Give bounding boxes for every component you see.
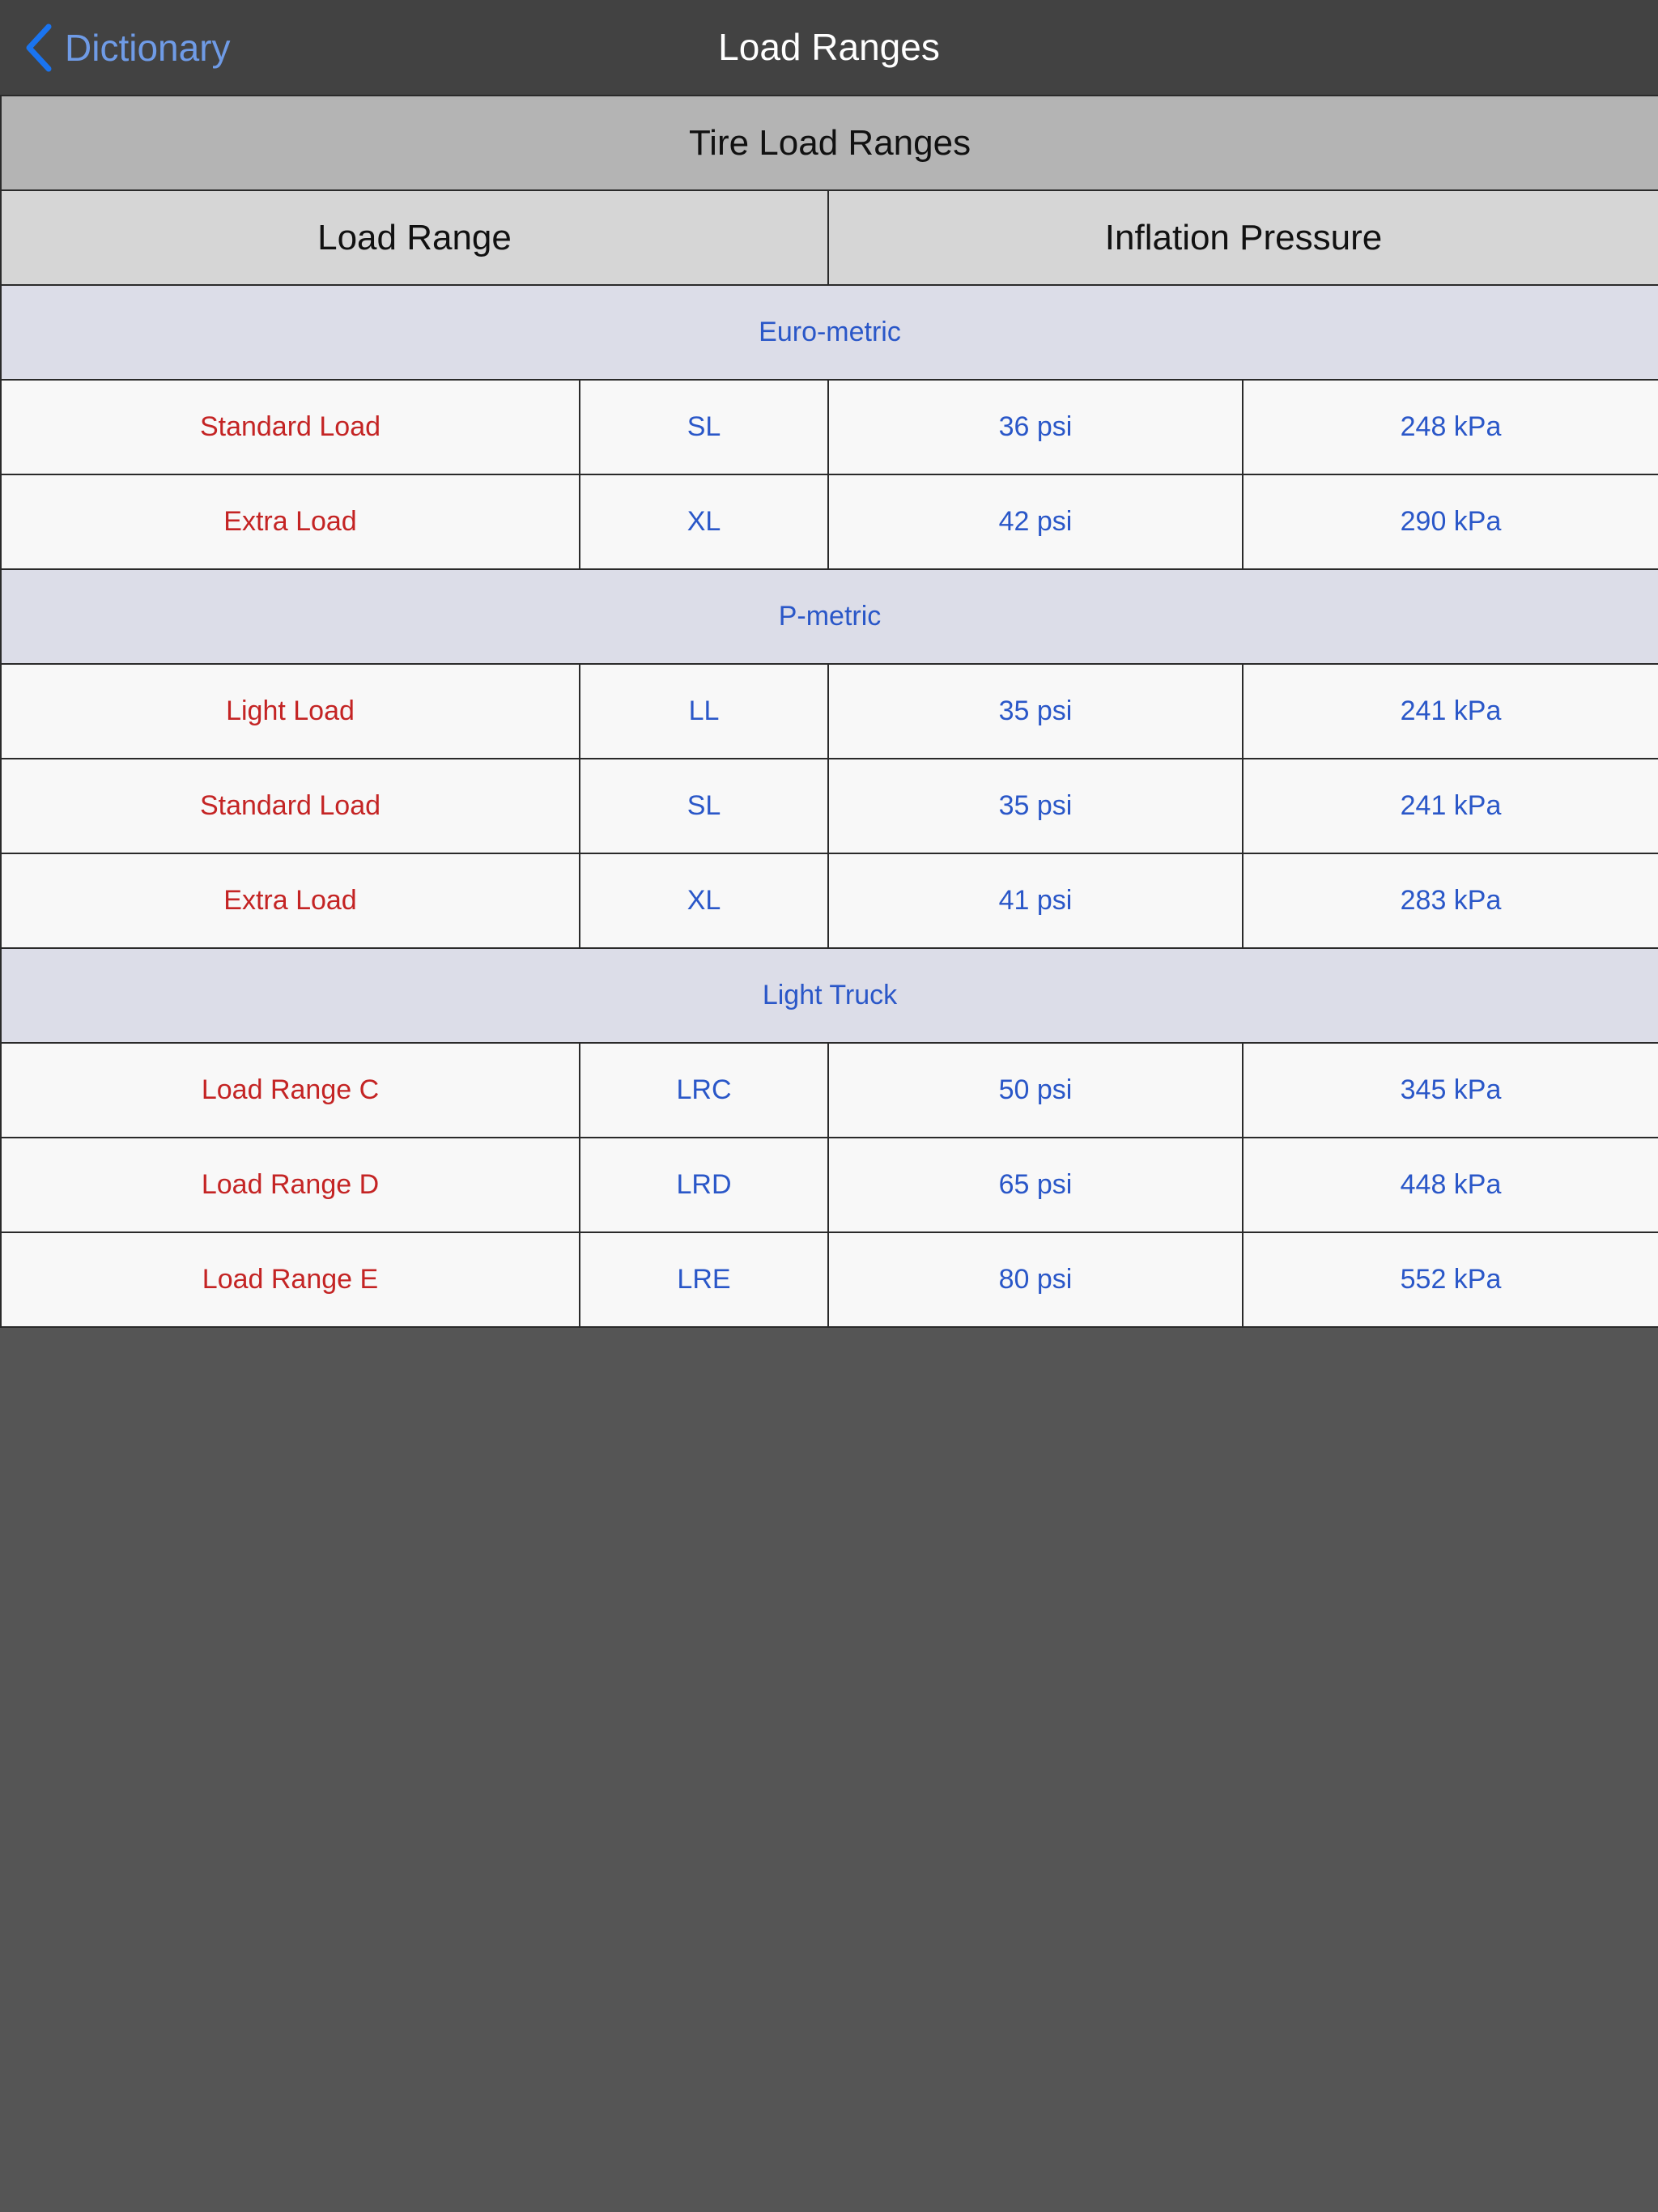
table-title: Tire Load Ranges bbox=[1, 96, 1658, 190]
kpa-cell: 290 kPa bbox=[1243, 474, 1658, 569]
kpa-cell: 283 kPa bbox=[1243, 853, 1658, 948]
load-name-cell: Extra Load bbox=[1, 853, 580, 948]
table-row bbox=[1, 759, 1658, 853]
load-code-cell: LRE bbox=[580, 1232, 828, 1327]
chevron-left-icon bbox=[24, 23, 53, 72]
table-row bbox=[1, 380, 1658, 474]
section-title: Euro-metric bbox=[1, 285, 1658, 380]
load-code-cell: XL bbox=[580, 474, 828, 569]
psi-cell: 80 psi bbox=[828, 1232, 1243, 1327]
header-load-range: Load Range bbox=[1, 190, 828, 285]
table-row bbox=[1, 1138, 1658, 1232]
load-name-cell: Load Range D bbox=[1, 1138, 580, 1232]
load-ranges-table bbox=[0, 95, 1658, 1328]
table-row bbox=[1, 474, 1658, 569]
load-name-cell: Light Load bbox=[1, 664, 580, 759]
page-title: Load Ranges bbox=[718, 26, 940, 68]
kpa-cell: 345 kPa bbox=[1243, 1043, 1658, 1138]
kpa-cell: 552 kPa bbox=[1243, 1232, 1658, 1327]
load-name-cell: Extra Load bbox=[1, 474, 580, 569]
table-row bbox=[1, 1232, 1658, 1327]
section-row-euro-metric bbox=[1, 285, 1658, 380]
table-row bbox=[1, 853, 1658, 948]
psi-cell: 35 psi bbox=[828, 664, 1243, 759]
load-code-cell: SL bbox=[580, 759, 828, 853]
header-inflation-pressure: Inflation Pressure bbox=[828, 190, 1658, 285]
psi-cell: 36 psi bbox=[828, 380, 1243, 474]
table-row bbox=[1, 664, 1658, 759]
table-row bbox=[1, 1043, 1658, 1138]
table-title-row bbox=[1, 96, 1658, 190]
section-title: Light Truck bbox=[1, 948, 1658, 1043]
navigation-bar bbox=[0, 0, 1658, 95]
section-row-p-metric bbox=[1, 569, 1658, 664]
back-button-label: Dictionary bbox=[65, 26, 231, 69]
load-name-cell: Load Range E bbox=[1, 1232, 580, 1327]
psi-cell: 50 psi bbox=[828, 1043, 1243, 1138]
load-code-cell: XL bbox=[580, 853, 828, 948]
load-name-cell: Load Range C bbox=[1, 1043, 580, 1138]
load-code-cell: LRD bbox=[580, 1138, 828, 1232]
load-code-cell: LL bbox=[580, 664, 828, 759]
psi-cell: 42 psi bbox=[828, 474, 1243, 569]
kpa-cell: 241 kPa bbox=[1243, 664, 1658, 759]
psi-cell: 35 psi bbox=[828, 759, 1243, 853]
load-name-cell: Standard Load bbox=[1, 759, 580, 853]
section-title: P-metric bbox=[1, 569, 1658, 664]
back-button[interactable] bbox=[24, 0, 231, 95]
table-header-row bbox=[1, 190, 1658, 285]
kpa-cell: 241 kPa bbox=[1243, 759, 1658, 853]
kpa-cell: 448 kPa bbox=[1243, 1138, 1658, 1232]
psi-cell: 65 psi bbox=[828, 1138, 1243, 1232]
section-row-light-truck bbox=[1, 948, 1658, 1043]
psi-cell: 41 psi bbox=[828, 853, 1243, 948]
load-name-cell: Standard Load bbox=[1, 380, 580, 474]
load-code-cell: SL bbox=[580, 380, 828, 474]
load-code-cell: LRC bbox=[580, 1043, 828, 1138]
kpa-cell: 248 kPa bbox=[1243, 380, 1658, 474]
